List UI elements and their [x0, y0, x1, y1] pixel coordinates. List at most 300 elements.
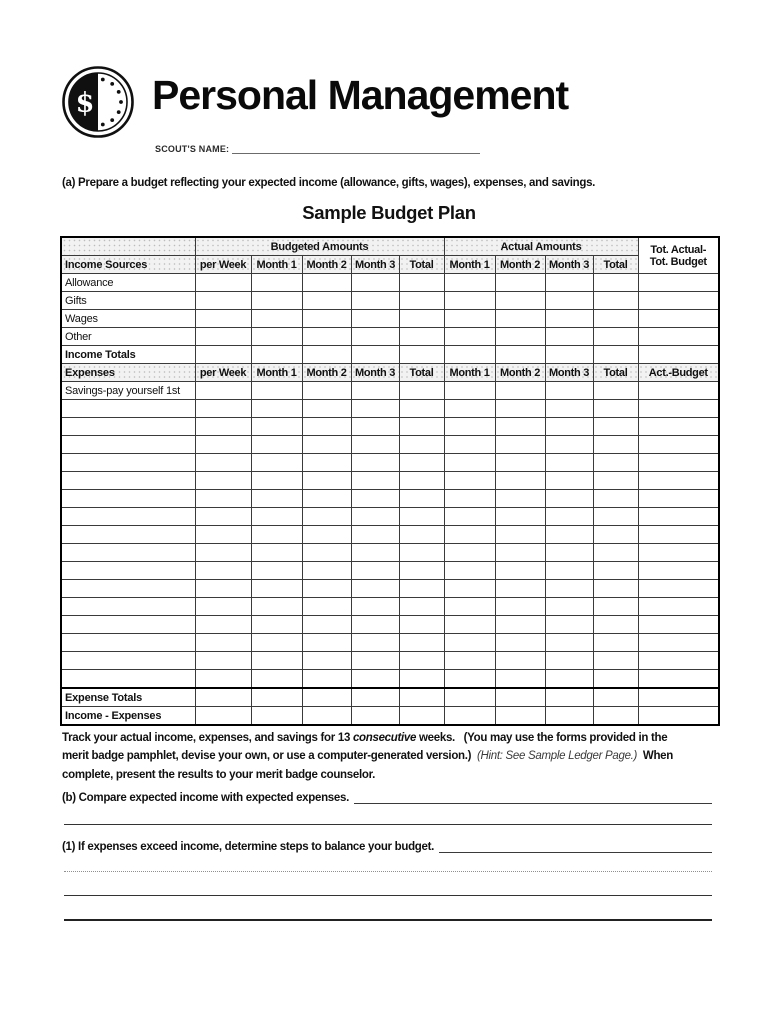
col-header: per Week	[195, 364, 251, 382]
budget-cell[interactable]	[351, 382, 399, 400]
budget-cell[interactable]	[593, 418, 638, 436]
budget-cell[interactable]	[351, 634, 399, 652]
budget-cell[interactable]	[302, 382, 351, 400]
answer-line[interactable]	[64, 919, 712, 921]
budget-cell[interactable]	[302, 274, 351, 292]
budget-cell[interactable]	[638, 616, 719, 634]
budget-cell[interactable]	[593, 328, 638, 346]
budget-cell[interactable]	[545, 634, 593, 652]
budget-cell[interactable]	[302, 490, 351, 508]
col-header: Month 2	[495, 364, 545, 382]
budget-cell[interactable]	[351, 598, 399, 616]
budget-cell[interactable]	[251, 418, 302, 436]
budget-cell[interactable]	[593, 292, 638, 310]
budget-cell[interactable]	[251, 310, 302, 328]
budget-cell[interactable]	[399, 670, 444, 689]
text-segment: weeks. (You may use the forms provided in the	[416, 732, 668, 744]
budget-cell[interactable]	[444, 382, 495, 400]
budget-cell[interactable]	[593, 310, 638, 328]
budget-cell[interactable]	[351, 400, 399, 418]
budget-cell[interactable]	[545, 598, 593, 616]
budget-cell[interactable]	[593, 382, 638, 400]
budget-cell[interactable]	[495, 454, 545, 472]
budget-cell[interactable]	[399, 490, 444, 508]
group-header-actual: Actual Amounts	[444, 237, 638, 256]
budget-cell[interactable]	[251, 346, 302, 364]
budget-cell[interactable]	[593, 580, 638, 598]
budget-cell[interactable]	[351, 490, 399, 508]
budget-cell[interactable]	[495, 580, 545, 598]
budget-cell[interactable]	[302, 707, 351, 726]
budget-cell[interactable]	[545, 328, 593, 346]
budget-cell[interactable]	[593, 454, 638, 472]
budget-cell[interactable]	[638, 382, 719, 400]
budget-cell[interactable]	[638, 490, 719, 508]
budget-cell[interactable]	[251, 400, 302, 418]
budget-cell[interactable]	[444, 292, 495, 310]
budget-cell[interactable]	[593, 490, 638, 508]
budget-cell[interactable]	[399, 328, 444, 346]
text-segment: complete, present the results to your merit badge counselor.	[62, 768, 376, 781]
budget-cell[interactable]	[593, 598, 638, 616]
budget-cell[interactable]	[351, 292, 399, 310]
budget-cell[interactable]	[251, 562, 302, 580]
budget-cell[interactable]	[351, 526, 399, 544]
budget-cell[interactable]	[251, 382, 302, 400]
budget-cell[interactable]	[351, 544, 399, 562]
scout-name-row	[155, 142, 480, 154]
budget-cell[interactable]	[399, 418, 444, 436]
budget-cell[interactable]	[302, 544, 351, 562]
budget-cell[interactable]	[545, 652, 593, 670]
budget-cell[interactable]	[495, 382, 545, 400]
budget-cell[interactable]	[444, 508, 495, 526]
budget-cell[interactable]	[351, 346, 399, 364]
scout-name-label: SCOUT'S NAME:	[155, 144, 230, 154]
budget-cell[interactable]	[545, 310, 593, 328]
budget-cell[interactable]	[302, 508, 351, 526]
budget-cell[interactable]	[302, 670, 351, 689]
expense-row-label-empty[interactable]	[61, 490, 195, 508]
budget-cell[interactable]	[399, 454, 444, 472]
budget-cell[interactable]	[399, 652, 444, 670]
budget-cell[interactable]	[251, 526, 302, 544]
requirement-b-text: (b) Compare expected income with expected expenses.	[62, 792, 349, 804]
budget-cell[interactable]	[593, 526, 638, 544]
budget-cell[interactable]	[444, 526, 495, 544]
text-segment: consecutive	[352, 732, 417, 744]
budget-cell[interactable]	[638, 670, 719, 689]
dollar-clock-coin-icon	[60, 64, 136, 140]
budget-cell[interactable]	[495, 634, 545, 652]
col-header: Month 3	[351, 364, 399, 382]
budget-cell[interactable]	[251, 274, 302, 292]
expense-row-label-empty[interactable]	[61, 418, 195, 436]
budget-table	[60, 236, 720, 726]
budget-cell[interactable]	[399, 346, 444, 364]
budget-cell[interactable]	[444, 580, 495, 598]
budget-cell[interactable]	[638, 472, 719, 490]
expense-row-label-empty[interactable]	[61, 436, 195, 454]
budget-cell[interactable]	[302, 436, 351, 454]
budget-cell[interactable]	[545, 616, 593, 634]
budget-cell[interactable]	[638, 652, 719, 670]
budget-cell[interactable]	[444, 472, 495, 490]
budget-cell[interactable]	[545, 670, 593, 689]
budget-table-title: Sample Budget Plan	[302, 202, 476, 223]
budget-cell[interactable]	[302, 616, 351, 634]
budget-cell[interactable]	[251, 670, 302, 689]
budget-cell[interactable]	[444, 616, 495, 634]
budget-cell[interactable]	[302, 310, 351, 328]
budget-cell[interactable]	[302, 688, 351, 707]
income-row-label: Gifts	[61, 292, 195, 310]
budget-cell[interactable]	[638, 328, 719, 346]
budget-cell[interactable]	[351, 652, 399, 670]
col-header: per Week	[195, 256, 251, 274]
budget-cell[interactable]	[195, 634, 251, 652]
budget-cell[interactable]	[399, 688, 444, 707]
budget-cell[interactable]	[593, 436, 638, 454]
budget-cell[interactable]	[251, 544, 302, 562]
expense-row-label-empty[interactable]	[61, 508, 195, 526]
budget-cell[interactable]	[444, 490, 495, 508]
expense-row-label-empty[interactable]	[61, 616, 195, 634]
budget-cell[interactable]	[251, 688, 302, 707]
budget-cell[interactable]	[638, 562, 719, 580]
budget-cell[interactable]	[351, 328, 399, 346]
answer-line[interactable]	[64, 895, 712, 896]
expense-row-label-empty[interactable]	[61, 580, 195, 598]
budget-cell[interactable]	[444, 328, 495, 346]
budget-cell[interactable]	[351, 454, 399, 472]
budget-cell[interactable]	[351, 688, 399, 707]
budget-cell[interactable]	[399, 472, 444, 490]
budget-cell[interactable]	[545, 400, 593, 418]
budget-cell[interactable]	[195, 580, 251, 598]
budget-cell[interactable]	[495, 400, 545, 418]
budget-cell[interactable]	[251, 508, 302, 526]
budget-cell[interactable]	[399, 544, 444, 562]
budget-cell[interactable]	[444, 436, 495, 454]
expense-row-label: Savings-pay yourself 1st	[61, 382, 195, 400]
budget-cell[interactable]	[545, 490, 593, 508]
budget-cell[interactable]	[593, 652, 638, 670]
budget-cell[interactable]	[302, 418, 351, 436]
budget-cell[interactable]	[593, 670, 638, 689]
budget-cell[interactable]	[638, 274, 719, 292]
budget-cell[interactable]	[195, 670, 251, 689]
budget-cell[interactable]	[638, 400, 719, 418]
budget-cell[interactable]	[545, 562, 593, 580]
budget-cell[interactable]	[444, 544, 495, 562]
budget-cell[interactable]	[399, 310, 444, 328]
budget-cell[interactable]	[638, 544, 719, 562]
budget-cell[interactable]	[351, 707, 399, 726]
income-row-label: Other	[61, 328, 195, 346]
budget-cell[interactable]	[444, 310, 495, 328]
budget-cell[interactable]	[399, 562, 444, 580]
budget-cell[interactable]	[444, 562, 495, 580]
budget-cell[interactable]	[593, 544, 638, 562]
budget-cell[interactable]	[495, 436, 545, 454]
budget-cell[interactable]	[545, 436, 593, 454]
budget-cell[interactable]	[351, 472, 399, 490]
budget-cell[interactable]	[638, 580, 719, 598]
budget-cell[interactable]	[638, 310, 719, 328]
budget-cell[interactable]	[495, 670, 545, 689]
tracking-note-line	[62, 766, 722, 784]
budget-cell[interactable]	[545, 508, 593, 526]
budget-cell[interactable]	[351, 418, 399, 436]
budget-cell[interactable]	[351, 274, 399, 292]
budget-cell[interactable]	[251, 616, 302, 634]
budget-cell[interactable]	[195, 526, 251, 544]
income-sources-header: Income Sources	[61, 256, 195, 274]
budget-cell[interactable]	[195, 562, 251, 580]
budget-cell[interactable]	[302, 598, 351, 616]
expense-row-label-empty[interactable]	[61, 400, 195, 418]
budget-cell[interactable]	[593, 274, 638, 292]
budget-cell[interactable]	[495, 526, 545, 544]
budget-cell[interactable]	[638, 508, 719, 526]
budget-cell[interactable]	[302, 400, 351, 418]
answer-line[interactable]	[64, 871, 712, 872]
col-header: Total	[593, 256, 638, 274]
budget-cell[interactable]	[251, 292, 302, 310]
budget-cell[interactable]	[545, 274, 593, 292]
budget-cell[interactable]	[195, 310, 251, 328]
budget-cell[interactable]	[195, 490, 251, 508]
budget-cell[interactable]	[444, 707, 495, 726]
expense-row-label-empty[interactable]	[61, 472, 195, 490]
expense-row-label-empty[interactable]	[61, 634, 195, 652]
col-header: Month 1	[444, 256, 495, 274]
budget-cell[interactable]	[251, 707, 302, 726]
income-totals-label: Income Totals	[61, 346, 195, 364]
budget-cell[interactable]	[444, 346, 495, 364]
col-header: Month 2	[495, 256, 545, 274]
income-minus-expenses-label: Income - Expenses	[61, 707, 195, 726]
budget-cell[interactable]	[399, 508, 444, 526]
budget-cell[interactable]	[638, 346, 719, 364]
budget-cell[interactable]	[351, 670, 399, 689]
budget-cell[interactable]	[545, 707, 593, 726]
budget-cell[interactable]	[545, 580, 593, 598]
budget-cell[interactable]	[302, 292, 351, 310]
budget-cell[interactable]	[195, 436, 251, 454]
budget-cell[interactable]	[638, 688, 719, 707]
budget-cell[interactable]	[302, 346, 351, 364]
expenses-header: Expenses	[61, 364, 195, 382]
budget-cell[interactable]	[495, 652, 545, 670]
col-header: Act.-Budget	[638, 364, 719, 382]
expense-row-label-empty[interactable]	[61, 454, 195, 472]
budget-cell[interactable]	[302, 634, 351, 652]
budget-cell[interactable]	[444, 454, 495, 472]
budget-cell[interactable]	[302, 580, 351, 598]
expense-row-label-empty[interactable]	[61, 526, 195, 544]
scout-name-input-line[interactable]	[232, 142, 480, 154]
col-header: Month 2	[302, 364, 351, 382]
budget-cell[interactable]	[351, 562, 399, 580]
budget-cell[interactable]	[495, 490, 545, 508]
budget-cell[interactable]	[399, 274, 444, 292]
budget-cell[interactable]	[593, 616, 638, 634]
budget-cell[interactable]	[545, 382, 593, 400]
expense-row-label-empty[interactable]	[61, 562, 195, 580]
col-header: Month 1	[251, 256, 302, 274]
budget-cell[interactable]	[351, 616, 399, 634]
budget-cell[interactable]	[593, 707, 638, 726]
budget-cell[interactable]	[195, 328, 251, 346]
budget-cell[interactable]	[638, 526, 719, 544]
budget-cell[interactable]	[495, 562, 545, 580]
budget-cell[interactable]	[495, 707, 545, 726]
requirement-b1-answer-line[interactable]	[439, 839, 712, 853]
budget-cell[interactable]	[399, 292, 444, 310]
budget-cell[interactable]	[195, 707, 251, 726]
budget-cell[interactable]	[593, 472, 638, 490]
budget-cell[interactable]	[444, 634, 495, 652]
budget-cell[interactable]	[638, 436, 719, 454]
budget-cell[interactable]	[195, 382, 251, 400]
budget-cell[interactable]	[545, 346, 593, 364]
budget-cell[interactable]	[545, 418, 593, 436]
budget-cell[interactable]	[495, 472, 545, 490]
budget-cell[interactable]	[593, 346, 638, 364]
budget-cell[interactable]	[545, 544, 593, 562]
budget-cell[interactable]	[251, 472, 302, 490]
budget-cell[interactable]	[399, 598, 444, 616]
budget-cell[interactable]	[399, 580, 444, 598]
budget-cell[interactable]	[495, 544, 545, 562]
budget-cell[interactable]	[351, 310, 399, 328]
budget-cell[interactable]	[195, 598, 251, 616]
budget-cell[interactable]	[302, 328, 351, 346]
budget-cell[interactable]	[195, 472, 251, 490]
budget-cell[interactable]	[638, 707, 719, 726]
expense-row-label-empty[interactable]	[61, 670, 195, 689]
budget-cell[interactable]	[495, 616, 545, 634]
col-header: Total	[593, 364, 638, 382]
expense-row-label-empty[interactable]	[61, 652, 195, 670]
budget-cell[interactable]	[495, 598, 545, 616]
tracking-note	[62, 729, 722, 784]
budget-cell[interactable]	[251, 598, 302, 616]
budget-cell[interactable]	[399, 616, 444, 634]
answer-line[interactable]	[64, 824, 712, 825]
col-header: Month 3	[545, 256, 593, 274]
budget-cell[interactable]	[399, 526, 444, 544]
requirement-b-answer-line[interactable]	[354, 790, 712, 804]
budget-cell[interactable]	[444, 418, 495, 436]
expense-row-label-empty[interactable]	[61, 544, 195, 562]
budget-cell[interactable]	[638, 454, 719, 472]
budget-cell[interactable]	[399, 634, 444, 652]
budget-cell[interactable]	[444, 652, 495, 670]
budget-cell[interactable]	[593, 634, 638, 652]
budget-cell[interactable]	[351, 436, 399, 454]
budget-cell[interactable]	[638, 418, 719, 436]
budget-cell[interactable]	[495, 418, 545, 436]
text-segment: Track your actual income, expenses, and savings for 13	[62, 732, 353, 744]
budget-cell[interactable]	[302, 454, 351, 472]
budget-cell[interactable]	[545, 472, 593, 490]
budget-cell[interactable]	[195, 400, 251, 418]
budget-cell[interactable]	[593, 400, 638, 418]
budget-cell[interactable]	[638, 598, 719, 616]
budget-cell[interactable]	[545, 526, 593, 544]
budget-cell[interactable]	[195, 652, 251, 670]
budget-cell[interactable]	[593, 562, 638, 580]
budget-cell[interactable]	[251, 490, 302, 508]
budget-cell[interactable]	[195, 544, 251, 562]
budget-cell[interactable]	[251, 652, 302, 670]
budget-cell[interactable]	[495, 328, 545, 346]
budget-cell[interactable]	[495, 292, 545, 310]
budget-cell[interactable]	[495, 310, 545, 328]
budget-cell[interactable]	[195, 274, 251, 292]
col-header: Month 3	[351, 256, 399, 274]
budget-cell[interactable]	[302, 562, 351, 580]
col-header: Month 2	[302, 256, 351, 274]
budget-cell[interactable]	[195, 616, 251, 634]
budget-cell[interactable]	[444, 670, 495, 689]
budget-cell[interactable]	[545, 688, 593, 707]
budget-cell[interactable]	[593, 688, 638, 707]
budget-cell[interactable]	[444, 400, 495, 418]
budget-cell[interactable]	[593, 508, 638, 526]
budget-cell[interactable]	[302, 526, 351, 544]
budget-cell[interactable]	[444, 274, 495, 292]
budget-cell[interactable]	[444, 598, 495, 616]
budget-cell[interactable]	[444, 688, 495, 707]
budget-cell[interactable]	[545, 292, 593, 310]
budget-cell[interactable]	[351, 508, 399, 526]
budget-cell[interactable]	[399, 707, 444, 726]
budget-cell[interactable]	[195, 688, 251, 707]
budget-cell[interactable]	[195, 418, 251, 436]
budget-cell[interactable]	[251, 580, 302, 598]
page-title: Personal Management	[152, 72, 569, 118]
budget-cell[interactable]	[195, 508, 251, 526]
budget-cell[interactable]	[251, 436, 302, 454]
budget-cell[interactable]	[495, 274, 545, 292]
budget-cell[interactable]	[545, 454, 593, 472]
requirement-a-text: (a) Prepare a budget reflecting your expected income (allowance, gifts, wages), expenses, and savings.	[62, 177, 596, 189]
budget-cell[interactable]	[399, 436, 444, 454]
col-header: Month 3	[545, 364, 593, 382]
budget-cell[interactable]	[638, 292, 719, 310]
budget-cell[interactable]	[195, 346, 251, 364]
budget-cell[interactable]	[251, 328, 302, 346]
budget-cell[interactable]	[638, 634, 719, 652]
budget-cell[interactable]	[399, 400, 444, 418]
budget-cell[interactable]	[195, 292, 251, 310]
budget-cell[interactable]	[351, 580, 399, 598]
budget-cell[interactable]	[399, 382, 444, 400]
budget-cell[interactable]	[495, 508, 545, 526]
budget-cell[interactable]	[251, 634, 302, 652]
budget-cell[interactable]	[195, 454, 251, 472]
budget-cell[interactable]	[302, 652, 351, 670]
budget-cell[interactable]	[302, 472, 351, 490]
budget-cell[interactable]	[251, 454, 302, 472]
expense-row-label-empty[interactable]	[61, 598, 195, 616]
budget-cell[interactable]	[495, 346, 545, 364]
budget-cell[interactable]	[495, 688, 545, 707]
